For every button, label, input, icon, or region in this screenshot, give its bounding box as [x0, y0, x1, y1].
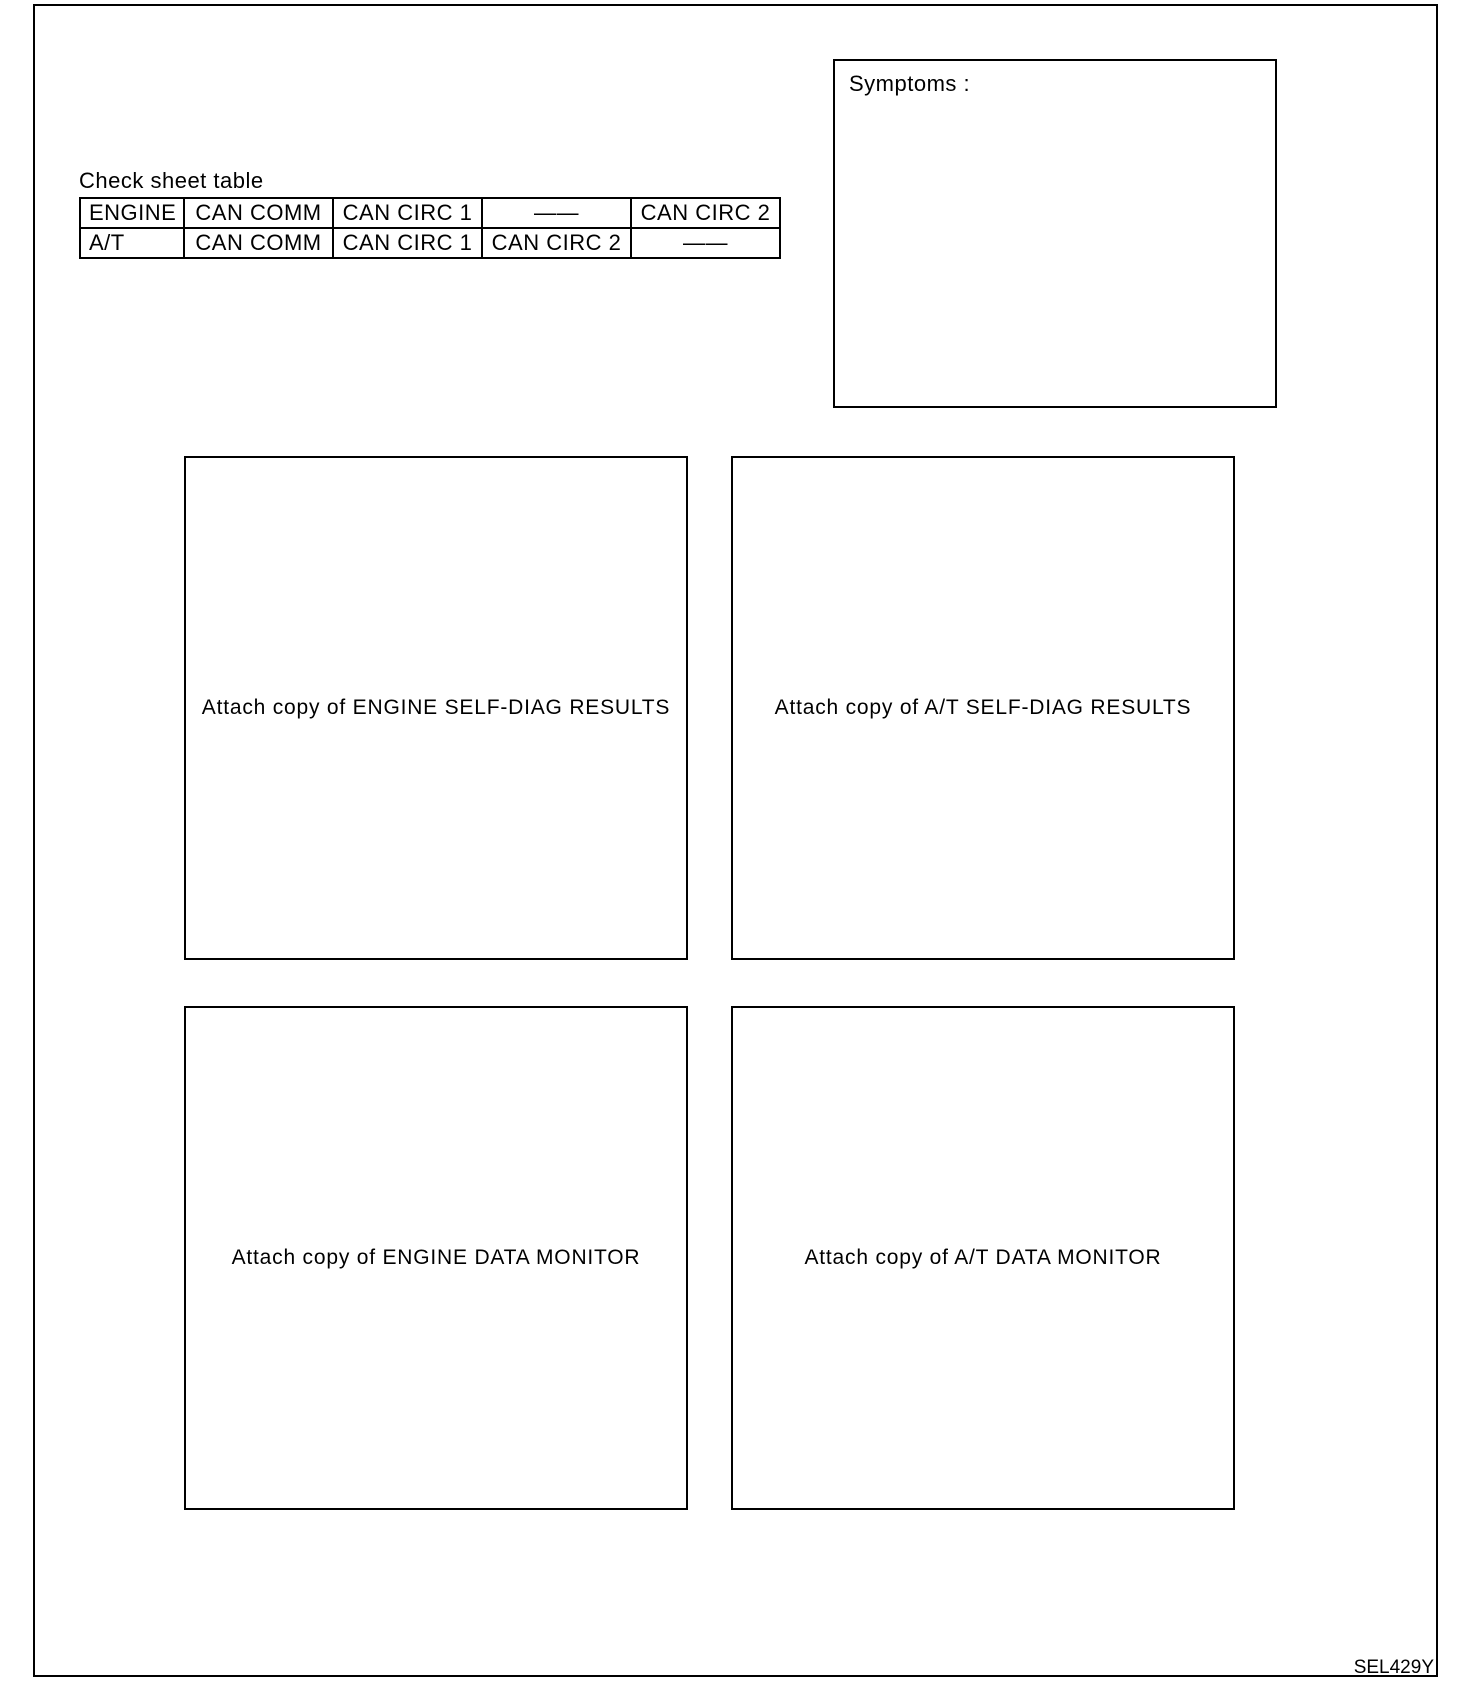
row-label-engine: ENGINE	[80, 198, 184, 228]
check-sheet-caption: Check sheet table	[79, 168, 264, 193]
symptoms-label: Symptoms :	[849, 71, 971, 96]
engine-self-diag-box	[184, 456, 688, 960]
table-cell: CAN CIRC 1	[333, 198, 482, 228]
table-cell: CAN CIRC 2	[482, 228, 631, 258]
at-self-diag-box	[731, 456, 1235, 960]
table-row	[80, 228, 780, 258]
table-cell: CAN CIRC 1	[333, 228, 482, 258]
figure-code: SEL429Y	[1353, 1657, 1434, 1678]
table-cell: CAN CIRC 2	[631, 198, 780, 228]
engine-data-monitor-box	[184, 1006, 688, 1510]
engine-data-monitor-label: Attach copy of ENGINE DATA MONITOR	[231, 1246, 641, 1269]
at-data-monitor-box	[731, 1006, 1235, 1510]
symptoms-box	[833, 59, 1277, 408]
row-label-at: A/T	[80, 228, 184, 258]
engine-self-diag-label: Attach copy of ENGINE SELF-DIAG RESULTS	[201, 696, 671, 719]
at-data-monitor-label: Attach copy of A/T DATA MONITOR	[804, 1246, 1162, 1269]
table-cell: ——	[631, 228, 780, 258]
at-self-diag-label: Attach copy of A/T SELF-DIAG RESULTS	[774, 696, 1192, 719]
table-cell: ——	[482, 198, 631, 228]
table-cell: CAN COMM	[184, 198, 333, 228]
table-cell: CAN COMM	[184, 228, 333, 258]
table-row	[80, 198, 780, 228]
check-sheet-table	[79, 197, 781, 259]
